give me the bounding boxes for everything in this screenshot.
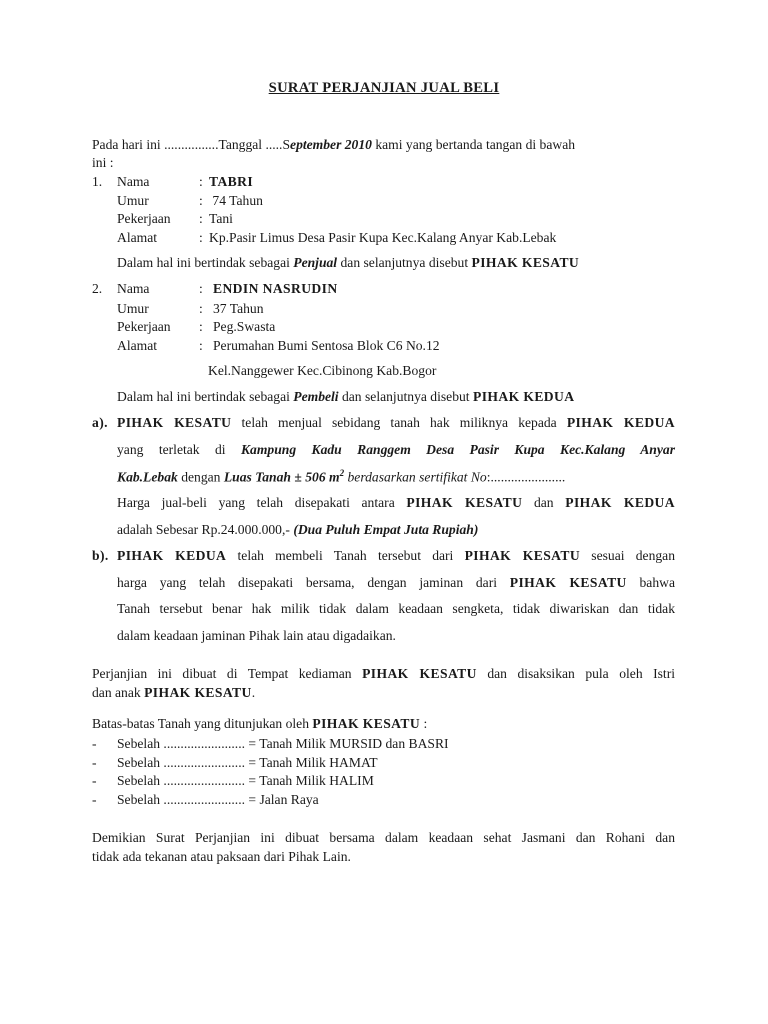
clause-b-line-1: PIHAK KEDUA telah membeli Tanah tersebut dari PIHAK KESATU sesuai dengan <box>117 548 675 563</box>
document-title: SURAT PERJANJIAN JUAL BELI <box>268 80 500 96</box>
intro-line-2: ini : <box>92 155 114 170</box>
clause-b-line-2: harga yang telah disepakati bersama, dengan jaminan dari PIHAK KESATU bahwa <box>117 575 675 590</box>
party2-job-row: Pekerjaan : Peg.Swasta <box>117 319 276 334</box>
batas-item: - Sebelah ........................ = Jalan Raya <box>92 792 319 807</box>
closing-line-2: tidak ada tekanan atau paksaan dari Pihak Lain. <box>92 849 351 864</box>
clause-a-line-3: Kab.Lebak dengan Luas Tanah ± 506 $m^2$ berdasarkan sertifikat No:...................... <box>117 468 566 485</box>
party1-name: TABRI <box>209 174 254 189</box>
party1-age-row: Umur : 74 Tahun <box>117 193 263 208</box>
intro-date: eptember 2010 <box>290 137 372 152</box>
perjanjian-line-2: dan anak PIHAK KESATU. <box>92 685 256 700</box>
party2-name: ENDIN NASRUDIN <box>213 281 338 296</box>
batas-item: - Sebelah ........................ = Tanah Milik MURSID dan BASRI <box>92 736 449 751</box>
clause-b-line-4: dalam keadaan jaminan Pihak lain atau digadaikan. <box>117 628 396 643</box>
party2-address-line-2: Kel.Nanggewer Kec.Cibinong Kab.Bogor <box>208 363 437 378</box>
party1-number: 1. <box>92 174 103 189</box>
clause-b-marker: b). <box>92 548 109 563</box>
clause-a-line-4: Harga jual-beli yang telah disepakati antara PIHAK KESATU dan PIHAK KEDUA <box>117 495 675 510</box>
clause-a-marker: a). <box>92 415 108 430</box>
closing-line-1: Demikian Surat Perjanjian ini dibuat bersama dalam keadaan sehat Jasmani dan Rohani dan <box>92 830 675 845</box>
party1-name-row: 1. Nama : TABRI <box>92 174 254 189</box>
party1-job-row: Pekerjaan : Tani <box>117 211 233 226</box>
party1-role: Dalam hal ini bertindak sebagai Penjual dan selanjutnya disebut PIHAK KESATU <box>117 255 580 270</box>
party2-role: Dalam hal ini bertindak sebagai Pembeli dan selanjutnya disebut PIHAK KEDUA <box>117 389 575 404</box>
perjanjian-line-1: Perjanjian ini dibuat di Tempat kediaman PIHAK KESATU dan disaksikan pula oleh Istri <box>92 666 675 681</box>
party2-address-row: Alamat : Perumahan Bumi Sentosa Blok C6 No.12 <box>117 338 440 353</box>
clause-a-line-2: yang terletak di Kampung Kadu Ranggem Desa Pasir Kupa Kec.Kalang Anyar <box>117 442 675 457</box>
party2-number: 2. <box>92 281 103 296</box>
party1-address-row: Alamat : Kp.Pasir Limus Desa Pasir Kupa Kec.Kalang Anyar Kab.Lebak <box>117 230 557 245</box>
batas-item: - Sebelah ........................ = Tanah Milik HALIM <box>92 773 374 788</box>
intro-line-1: Pada hari ini ................Tanggal .....September 2010 kami yang bertanda tangan di bawah <box>92 137 576 152</box>
clause-a-line-5: adalah Sebesar Rp.24.000.000,- (Dua Puluh Empat Juta Rupiah) <box>117 522 479 537</box>
batas-item: - Sebelah ........................ = Tanah Milik HAMAT <box>92 755 378 770</box>
clause-a-line-1: PIHAK KESATU telah menjual sebidang tanah hak miliknya kepada PIHAK KEDUA <box>117 415 676 430</box>
party2-age-row: Umur : 37 Tahun <box>117 301 264 316</box>
batas-intro: Batas-batas Tanah yang ditunjukan oleh PIHAK KESATU : <box>92 716 428 731</box>
party2-name-row: 2. Nama : ENDIN NASRUDIN <box>92 281 338 296</box>
clause-b-line-3: Tanah tersebut benar hak milik tidak dalam keadaan sengketa, tidak diwariskan dan tidak <box>117 601 675 616</box>
